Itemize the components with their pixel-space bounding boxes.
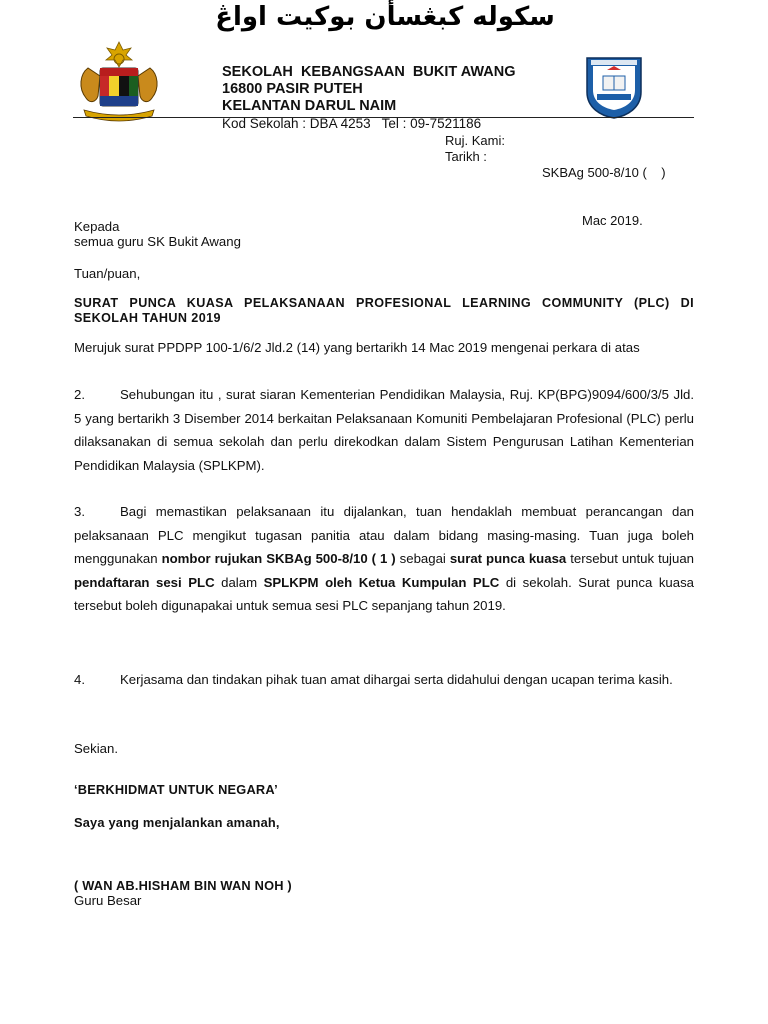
closing-sekian: Sekian.: [74, 741, 118, 756]
reference-labels: [445, 133, 505, 165]
paragraph-number: 3.: [74, 504, 85, 519]
recipient-heading: Kepada: [74, 219, 120, 234]
authority-letter-emphasis: surat punca kuasa: [449, 551, 567, 566]
signatory-position: Guru Besar: [74, 893, 142, 908]
paragraph-text: Bagi memastikan pelaksanaan itu dijalankan, tuan hendaklah membuat perancangan dan pelaksanaan PLC mengikut tugasan panitia atau dalam bidang masing-masing. Tuan juga boleh menggunakan: [74, 504, 694, 566]
paragraph-text: di sekolah. Surat punca kuasa tersebut boleh digunapakai untuk semua sesi PLC sepanjang tahun 2019.: [74, 574, 695, 613]
closing-motto: ‘BERKHIDMAT UNTUK NEGARA’: [74, 782, 278, 797]
ruj-label: Ruj. Kami:: [445, 133, 505, 148]
paragraph-text: Sehubungan itu , surat siaran Kementerian Pendidikan Malaysia, Ruj. KP(BPG)9094/600/3/5 Jld. 5 yang bertarikh 3 Disember 2014 berkaitan Pelaksanaan Komuniti Pembelajaran Profesional (PLC) perlu dilaksanakan di semua sekolah dan perlu direkodkan dalam Sistem Pengurusan Latihan Kementerian Pendidikan Malaysia (SPLKPM).: [74, 387, 694, 473]
tarikh-label: Tarikh :: [445, 149, 487, 164]
letter-subject: SURAT PUNCA KUASA PELAKSANAAN PROFESIONAL LEARNING COMMUNITY (PLC) DI SEKOLAH TAHUN 2019: [74, 296, 694, 325]
paragraph-3: [74, 500, 694, 618]
closing-amanah: Saya yang menjalankan amanah,: [74, 815, 280, 830]
jawi-school-title: سکوله کبڠسأن بوکيت اواڠ: [215, 2, 555, 32]
recipient-name: semua guru SK Bukit Awang: [74, 234, 241, 249]
paragraph-2: [74, 383, 694, 477]
malaysia-coat-of-arms-icon: [74, 40, 164, 124]
paragraph-text: dalam: [214, 574, 264, 590]
school-state: KELANTAN DARUL NAIM: [222, 98, 397, 114]
school-name: SEKOLAH KEBANGSAAN BUKIT AWANG: [222, 64, 516, 80]
school-address-block: [222, 64, 516, 115]
splkpm-emphasis: SPLKPM oleh Ketua Kumpulan PLC: [263, 574, 500, 590]
paragraph-text: tersebut untuk tujuan: [566, 551, 694, 566]
ruj-value: SKBAg 500-8/10 ( ): [542, 165, 666, 180]
reference-values: [542, 133, 666, 245]
paragraph-text: sebagai: [395, 551, 450, 566]
school-badge-icon: [583, 54, 645, 120]
recipient-block: [74, 219, 241, 249]
school-code-phone: Kod Sekolah : DBA 4253 Tel : 09-7521186: [222, 116, 482, 131]
signatory-name: ( WAN AB.HISHAM BIN WAN NOH ): [74, 878, 292, 893]
tarikh-value: Mac 2019.: [582, 213, 643, 228]
paragraph-text: Kerjasama dan tindakan pihak tuan amat dihargai serta didahului dengan ucapan terima kasih.: [120, 672, 673, 687]
paragraph-number: 4.: [74, 672, 85, 687]
reference-paragraph: Merujuk surat PPDPP 100-1/6/2 Jld.2 (14) yang bertarikh 14 Mac 2019 mengenai perkara di atas: [74, 340, 640, 355]
reference-number-emphasis: nombor rujukan SKBAg 500-8/10 ( 1 ): [161, 551, 396, 566]
school-postcode-town: 16800 PASIR PUTEH: [222, 81, 363, 97]
paragraph-number: 2.: [74, 387, 85, 402]
paragraph-4: [74, 668, 694, 692]
registration-emphasis: pendaftaran sesi PLC: [74, 574, 215, 590]
salutation: Tuan/puan,: [74, 266, 141, 281]
